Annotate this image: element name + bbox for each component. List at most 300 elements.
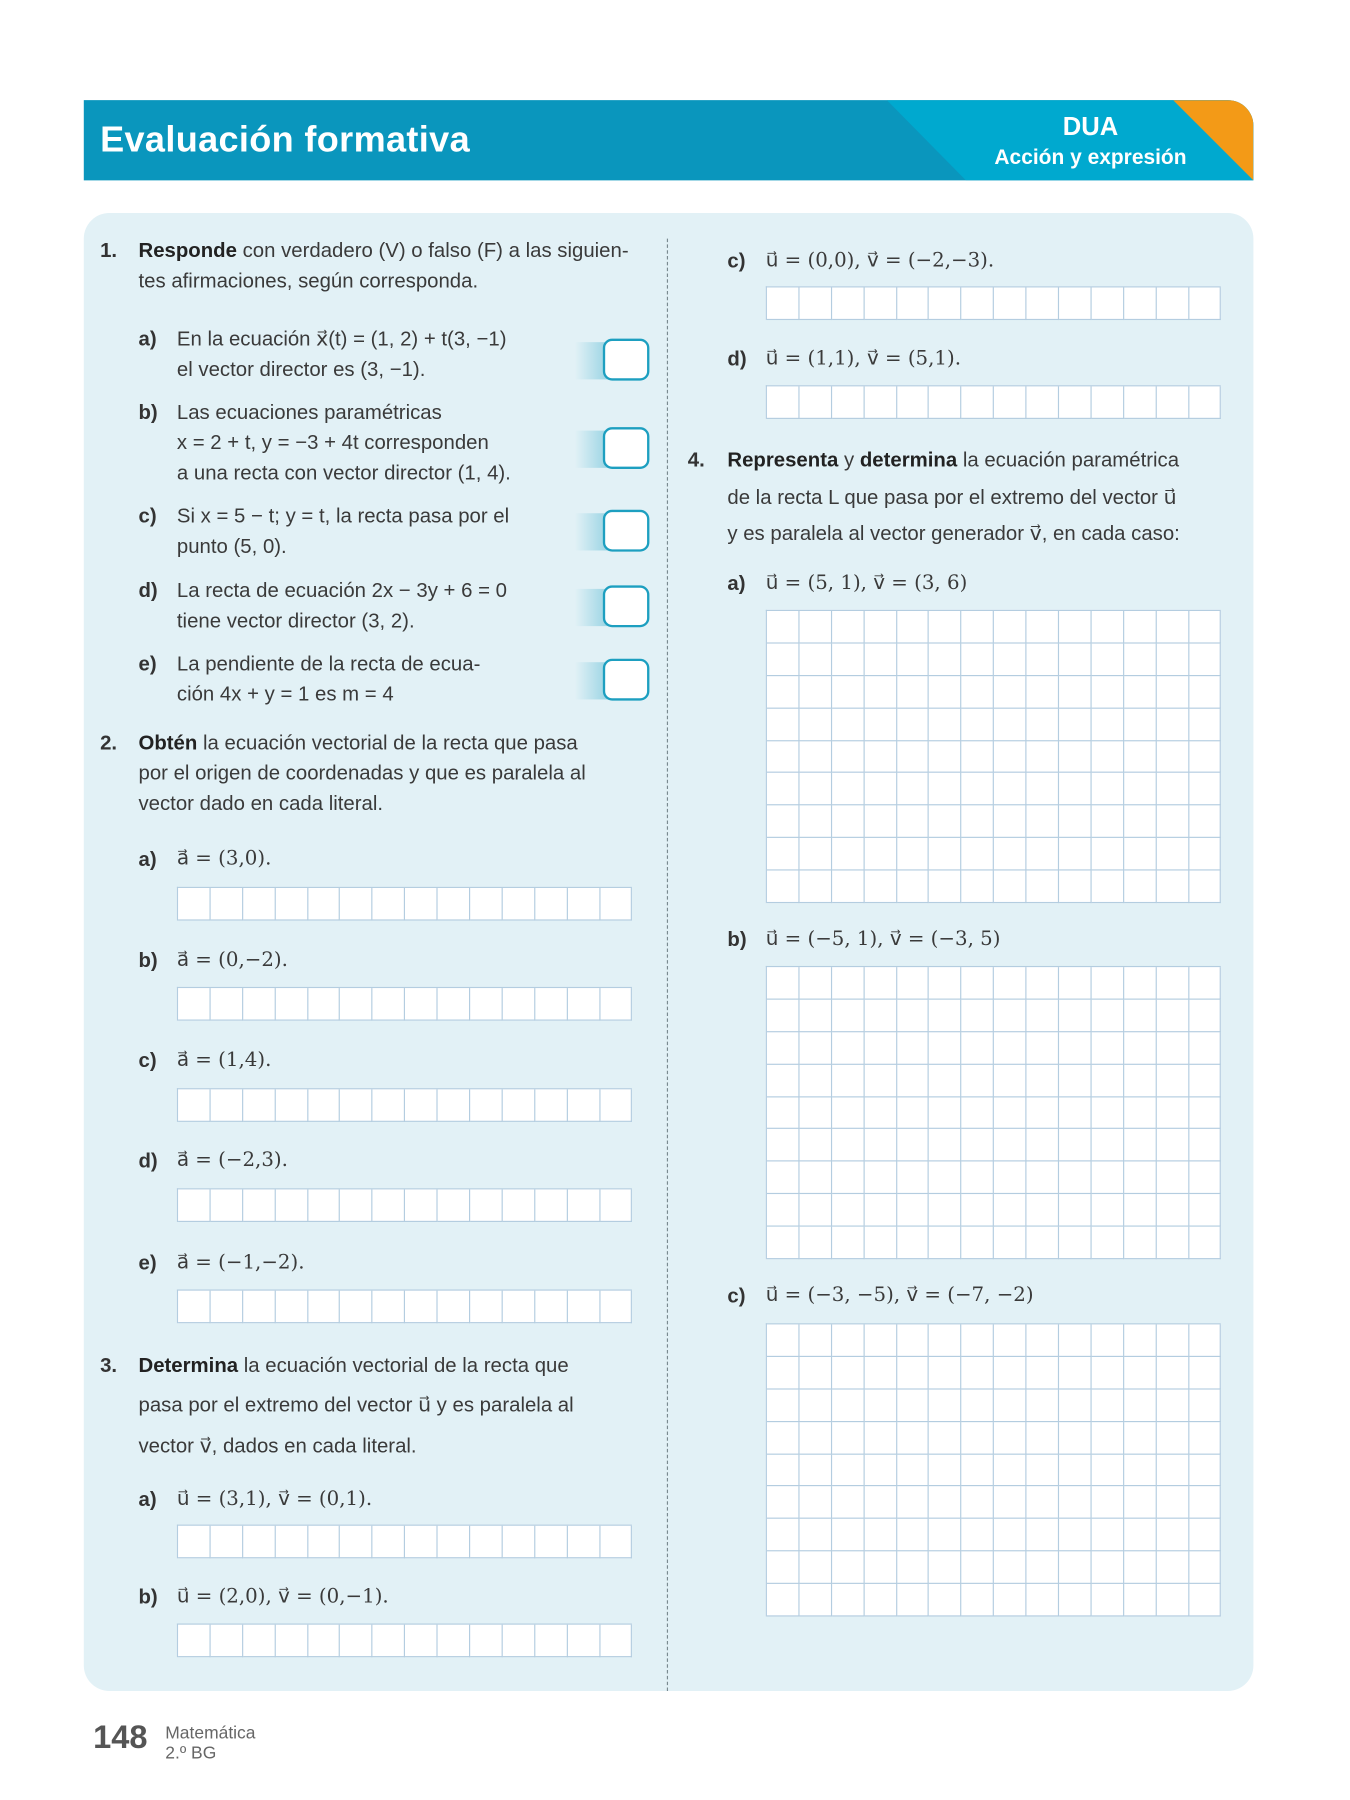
grid-cell[interactable] [1092, 386, 1124, 418]
grid-cell[interactable] [1027, 806, 1059, 838]
grid-cell[interactable] [178, 1526, 210, 1558]
grid-cell[interactable] [178, 1189, 210, 1221]
grid-cell[interactable] [405, 988, 437, 1020]
grid-cell[interactable] [1059, 871, 1091, 903]
grid-cell[interactable] [1092, 1519, 1124, 1551]
grid-cell[interactable] [832, 1584, 864, 1616]
grid-cell[interactable] [864, 1324, 896, 1356]
grid-cell[interactable] [1027, 1519, 1059, 1551]
grid-cell[interactable] [897, 708, 929, 740]
answer-grid[interactable] [177, 887, 633, 921]
grid-cell[interactable] [994, 1487, 1026, 1519]
grid-cell[interactable] [1189, 806, 1221, 838]
grid-cell[interactable] [568, 1189, 600, 1221]
grid-cell[interactable] [962, 1097, 994, 1129]
grid-cell[interactable] [1156, 1227, 1188, 1259]
grid-cell[interactable] [1124, 773, 1156, 805]
grid-cell[interactable] [1092, 1552, 1124, 1584]
grid-cell[interactable] [1189, 1032, 1221, 1064]
grid-cell[interactable] [405, 1526, 437, 1558]
grid-cell[interactable] [799, 871, 831, 903]
grid-cell[interactable] [1189, 1097, 1221, 1129]
grid-cell[interactable] [1189, 741, 1221, 773]
grid-cell[interactable] [1027, 1194, 1059, 1226]
grid-cell[interactable] [962, 1162, 994, 1194]
grid-cell[interactable] [832, 871, 864, 903]
grid-cell[interactable] [799, 838, 831, 870]
grid-cell[interactable] [1124, 1032, 1156, 1064]
grid-cell[interactable] [211, 1089, 243, 1121]
grid-cell[interactable] [438, 1526, 470, 1558]
grid-cell[interactable] [1156, 806, 1188, 838]
grid-cell[interactable] [1059, 1129, 1091, 1161]
grid-cell[interactable] [211, 888, 243, 920]
grid-cell[interactable] [1189, 1162, 1221, 1194]
grid-cell[interactable] [1189, 1454, 1221, 1486]
grid-cell[interactable] [897, 838, 929, 870]
grid-cell[interactable] [1156, 708, 1188, 740]
grid-cell[interactable] [994, 611, 1026, 643]
grid-cell[interactable] [962, 1357, 994, 1389]
grid-cell[interactable] [832, 1454, 864, 1486]
grid-cell[interactable] [962, 1584, 994, 1616]
grid-cell[interactable] [799, 1097, 831, 1129]
grid-cell[interactable] [308, 1625, 340, 1657]
grid-cell[interactable] [1189, 1422, 1221, 1454]
grid-cell[interactable] [1059, 287, 1091, 319]
grid-cell[interactable] [799, 1162, 831, 1194]
grid-cell[interactable] [1189, 838, 1221, 870]
grid-cell[interactable] [832, 1032, 864, 1064]
grid-cell[interactable] [929, 871, 961, 903]
grid-cell[interactable] [864, 287, 896, 319]
grid-cell[interactable] [1027, 1032, 1059, 1064]
grid-cell[interactable] [1124, 1584, 1156, 1616]
grid-cell[interactable] [1124, 611, 1156, 643]
grid-cell[interactable] [1156, 838, 1188, 870]
grid-cell[interactable] [962, 287, 994, 319]
grid-cell[interactable] [799, 1000, 831, 1032]
grid-cell[interactable] [897, 1162, 929, 1194]
grid-cell[interactable] [470, 1089, 502, 1121]
grid-cell[interactable] [1092, 1000, 1124, 1032]
grid-cell[interactable] [994, 643, 1026, 675]
grid-cell[interactable] [1027, 967, 1059, 999]
grid-cell[interactable] [373, 1089, 405, 1121]
grid-cell[interactable] [1059, 611, 1091, 643]
grid-cell[interactable] [535, 1291, 567, 1323]
grid-cell[interactable] [962, 708, 994, 740]
grid-cell[interactable] [1124, 1194, 1156, 1226]
grid-cell[interactable] [994, 1552, 1026, 1584]
grid-cell[interactable] [1027, 1227, 1059, 1259]
grid-cell[interactable] [864, 1389, 896, 1421]
grid-cell[interactable] [832, 708, 864, 740]
grid-cell[interactable] [767, 1227, 799, 1259]
grid-cell[interactable] [767, 1064, 799, 1096]
grid-cell[interactable] [1092, 1422, 1124, 1454]
grid-cell[interactable] [1027, 1162, 1059, 1194]
grid-cell[interactable] [1027, 1389, 1059, 1421]
grid-cell[interactable] [1156, 1487, 1188, 1519]
grid-cell[interactable] [962, 1422, 994, 1454]
grid-cell[interactable] [470, 988, 502, 1020]
grid-cell[interactable] [897, 1064, 929, 1096]
grid-cell[interactable] [308, 1189, 340, 1221]
grid-cell[interactable] [799, 1194, 831, 1226]
grid-cell[interactable] [373, 1526, 405, 1558]
grid-cell[interactable] [897, 773, 929, 805]
grid-cell[interactable] [767, 1357, 799, 1389]
grid-cell[interactable] [929, 741, 961, 773]
grid-cell[interactable] [929, 1064, 961, 1096]
grid-cell[interactable] [1124, 1487, 1156, 1519]
answer-grid[interactable] [177, 1088, 633, 1122]
grid-cell[interactable] [1189, 1519, 1221, 1551]
grid-cell[interactable] [767, 1194, 799, 1226]
grid-cell[interactable] [832, 967, 864, 999]
grid-cell[interactable] [405, 1089, 437, 1121]
grid-cell[interactable] [1189, 967, 1221, 999]
grid-cell[interactable] [1092, 967, 1124, 999]
grid-cell[interactable] [767, 1422, 799, 1454]
grid-cell[interactable] [864, 643, 896, 675]
grid-cell[interactable] [1092, 773, 1124, 805]
grid-cell[interactable] [470, 888, 502, 920]
grid-cell[interactable] [1059, 773, 1091, 805]
grid-cell[interactable] [1124, 1357, 1156, 1389]
grid-cell[interactable] [799, 806, 831, 838]
grid-cell[interactable] [897, 1519, 929, 1551]
grid-cell[interactable] [1156, 1032, 1188, 1064]
grid-cell[interactable] [799, 287, 831, 319]
grid-cell[interactable] [767, 287, 799, 319]
grid-cell[interactable] [832, 806, 864, 838]
grid-cell[interactable] [832, 1324, 864, 1356]
answer-checkbox[interactable] [603, 510, 650, 552]
grid-cell[interactable] [929, 643, 961, 675]
grid-cell[interactable] [767, 708, 799, 740]
grid-cell[interactable] [1124, 676, 1156, 708]
grid-cell[interactable] [929, 773, 961, 805]
grid-cell[interactable] [994, 1454, 1026, 1486]
grid-cell[interactable] [929, 838, 961, 870]
grid-cell[interactable] [832, 386, 864, 418]
grid-cell[interactable] [994, 1227, 1026, 1259]
grid-cell[interactable] [211, 1625, 243, 1657]
grid-cell[interactable] [864, 871, 896, 903]
grid-cell[interactable] [1027, 838, 1059, 870]
answer-grid[interactable] [766, 385, 1222, 419]
grid-cell[interactable] [503, 888, 535, 920]
grid-cell[interactable] [1027, 287, 1059, 319]
grid-cell[interactable] [767, 676, 799, 708]
grid-cell[interactable] [864, 773, 896, 805]
grid-cell[interactable] [897, 1000, 929, 1032]
grid-cell[interactable] [897, 1552, 929, 1584]
grid-cell[interactable] [1189, 676, 1221, 708]
grid-cell[interactable] [799, 676, 831, 708]
grid-cell[interactable] [1189, 1552, 1221, 1584]
grid-cell[interactable] [405, 1625, 437, 1657]
grid-cell[interactable] [1027, 1552, 1059, 1584]
grid-cell[interactable] [799, 611, 831, 643]
grid-cell[interactable] [1027, 1064, 1059, 1096]
grid-cell[interactable] [897, 1129, 929, 1161]
grid-cell[interactable] [1156, 1097, 1188, 1129]
grid-cell[interactable] [767, 1097, 799, 1129]
grid-cell[interactable] [1124, 1000, 1156, 1032]
grid-cell[interactable] [1156, 1584, 1188, 1616]
grid-cell[interactable] [767, 741, 799, 773]
grid-cell[interactable] [799, 1032, 831, 1064]
grid-cell[interactable] [1059, 1357, 1091, 1389]
grid-cell[interactable] [1059, 1000, 1091, 1032]
grid-cell[interactable] [929, 1552, 961, 1584]
grid-cell[interactable] [568, 1526, 600, 1558]
grid-cell[interactable] [799, 1454, 831, 1486]
grid-cell[interactable] [897, 871, 929, 903]
grid-cell[interactable] [568, 1291, 600, 1323]
grid-cell[interactable] [994, 773, 1026, 805]
grid-cell[interactable] [535, 888, 567, 920]
grid-cell[interactable] [832, 838, 864, 870]
grid-cell[interactable] [340, 1625, 372, 1657]
grid-cell[interactable] [994, 1422, 1026, 1454]
grid-cell[interactable] [1027, 773, 1059, 805]
grid-cell[interactable] [799, 1324, 831, 1356]
grid-cell[interactable] [799, 1227, 831, 1259]
grid-cell[interactable] [767, 1584, 799, 1616]
grid-cell[interactable] [994, 1000, 1026, 1032]
grid-cell[interactable] [308, 988, 340, 1020]
grid-cell[interactable] [373, 1291, 405, 1323]
grid-cell[interactable] [340, 1526, 372, 1558]
grid-cell[interactable] [864, 1000, 896, 1032]
grid-cell[interactable] [1124, 1454, 1156, 1486]
grid-cell[interactable] [897, 676, 929, 708]
grid-cell[interactable] [1124, 1129, 1156, 1161]
graph-grid[interactable] [766, 1323, 1222, 1616]
grid-cell[interactable] [1059, 1552, 1091, 1584]
grid-cell[interactable] [864, 1194, 896, 1226]
grid-cell[interactable] [864, 1097, 896, 1129]
grid-cell[interactable] [1092, 1389, 1124, 1421]
grid-cell[interactable] [1059, 1064, 1091, 1096]
grid-cell[interactable] [275, 1189, 307, 1221]
grid-cell[interactable] [178, 1625, 210, 1657]
grid-cell[interactable] [929, 1129, 961, 1161]
grid-cell[interactable] [962, 1064, 994, 1096]
grid-cell[interactable] [1156, 1357, 1188, 1389]
grid-cell[interactable] [897, 1389, 929, 1421]
grid-cell[interactable] [994, 1064, 1026, 1096]
grid-cell[interactable] [929, 611, 961, 643]
grid-cell[interactable] [929, 386, 961, 418]
grid-cell[interactable] [1156, 1064, 1188, 1096]
grid-cell[interactable] [864, 1584, 896, 1616]
grid-cell[interactable] [1092, 708, 1124, 740]
grid-cell[interactable] [405, 1189, 437, 1221]
grid-cell[interactable] [1124, 806, 1156, 838]
grid-cell[interactable] [178, 1291, 210, 1323]
grid-cell[interactable] [767, 1454, 799, 1486]
grid-cell[interactable] [1189, 1584, 1221, 1616]
grid-cell[interactable] [832, 1129, 864, 1161]
grid-cell[interactable] [275, 1625, 307, 1657]
grid-cell[interactable] [1189, 1324, 1221, 1356]
grid-cell[interactable] [994, 708, 1026, 740]
grid-cell[interactable] [799, 967, 831, 999]
grid-cell[interactable] [373, 988, 405, 1020]
grid-cell[interactable] [1092, 1227, 1124, 1259]
grid-cell[interactable] [864, 1357, 896, 1389]
grid-cell[interactable] [178, 988, 210, 1020]
grid-cell[interactable] [600, 1526, 632, 1558]
grid-cell[interactable] [897, 806, 929, 838]
grid-cell[interactable] [1124, 1064, 1156, 1096]
grid-cell[interactable] [767, 1324, 799, 1356]
grid-cell[interactable] [308, 888, 340, 920]
grid-cell[interactable] [1027, 1324, 1059, 1356]
grid-cell[interactable] [600, 1189, 632, 1221]
grid-cell[interactable] [864, 611, 896, 643]
grid-cell[interactable] [1027, 1584, 1059, 1616]
grid-cell[interactable] [929, 967, 961, 999]
grid-cell[interactable] [832, 1389, 864, 1421]
grid-cell[interactable] [1124, 838, 1156, 870]
answer-checkbox[interactable] [603, 339, 650, 381]
grid-cell[interactable] [1124, 1324, 1156, 1356]
grid-cell[interactable] [767, 1032, 799, 1064]
grid-cell[interactable] [1124, 1519, 1156, 1551]
grid-cell[interactable] [767, 386, 799, 418]
grid-cell[interactable] [994, 1519, 1026, 1551]
grid-cell[interactable] [1059, 1519, 1091, 1551]
grid-cell[interactable] [438, 888, 470, 920]
grid-cell[interactable] [962, 1129, 994, 1161]
grid-cell[interactable] [373, 888, 405, 920]
grid-cell[interactable] [178, 888, 210, 920]
grid-cell[interactable] [1156, 1389, 1188, 1421]
grid-cell[interactable] [340, 1089, 372, 1121]
grid-cell[interactable] [767, 643, 799, 675]
answer-grid[interactable] [177, 1525, 633, 1559]
grid-cell[interactable] [1189, 1357, 1221, 1389]
true-false-answer-box[interactable] [575, 510, 649, 552]
grid-cell[interactable] [962, 1032, 994, 1064]
grid-cell[interactable] [897, 1227, 929, 1259]
grid-cell[interactable] [1092, 1357, 1124, 1389]
grid-cell[interactable] [1092, 1129, 1124, 1161]
grid-cell[interactable] [767, 806, 799, 838]
grid-cell[interactable] [1092, 1454, 1124, 1486]
grid-cell[interactable] [340, 888, 372, 920]
grid-cell[interactable] [1124, 871, 1156, 903]
grid-cell[interactable] [503, 988, 535, 1020]
grid-cell[interactable] [1124, 1389, 1156, 1421]
grid-cell[interactable] [1059, 1324, 1091, 1356]
grid-cell[interactable] [1189, 1000, 1221, 1032]
grid-cell[interactable] [1027, 386, 1059, 418]
grid-cell[interactable] [1156, 1519, 1188, 1551]
grid-cell[interactable] [864, 967, 896, 999]
grid-cell[interactable] [799, 1357, 831, 1389]
grid-cell[interactable] [1092, 287, 1124, 319]
grid-cell[interactable] [438, 988, 470, 1020]
grid-cell[interactable] [275, 1526, 307, 1558]
grid-cell[interactable] [470, 1291, 502, 1323]
grid-cell[interactable] [832, 1487, 864, 1519]
grid-cell[interactable] [243, 888, 275, 920]
grid-cell[interactable] [1156, 967, 1188, 999]
grid-cell[interactable] [962, 838, 994, 870]
grid-cell[interactable] [994, 967, 1026, 999]
true-false-answer-box[interactable] [575, 585, 649, 627]
grid-cell[interactable] [1124, 1552, 1156, 1584]
grid-cell[interactable] [1027, 708, 1059, 740]
grid-cell[interactable] [1027, 1129, 1059, 1161]
grid-cell[interactable] [243, 988, 275, 1020]
grid-cell[interactable] [799, 1487, 831, 1519]
grid-cell[interactable] [832, 1162, 864, 1194]
grid-cell[interactable] [308, 1291, 340, 1323]
true-false-answer-box[interactable] [575, 659, 649, 701]
grid-cell[interactable] [470, 1189, 502, 1221]
grid-cell[interactable] [373, 1189, 405, 1221]
grid-cell[interactable] [929, 1389, 961, 1421]
grid-cell[interactable] [832, 1227, 864, 1259]
grid-cell[interactable] [1059, 676, 1091, 708]
grid-cell[interactable] [211, 1189, 243, 1221]
grid-cell[interactable] [1059, 806, 1091, 838]
grid-cell[interactable] [1156, 643, 1188, 675]
grid-cell[interactable] [308, 1089, 340, 1121]
grid-cell[interactable] [929, 1324, 961, 1356]
grid-cell[interactable] [864, 838, 896, 870]
grid-cell[interactable] [897, 1032, 929, 1064]
grid-cell[interactable] [962, 1552, 994, 1584]
grid-cell[interactable] [438, 1291, 470, 1323]
answer-checkbox[interactable] [603, 585, 650, 627]
grid-cell[interactable] [897, 287, 929, 319]
grid-cell[interactable] [832, 1519, 864, 1551]
grid-cell[interactable] [1156, 741, 1188, 773]
grid-cell[interactable] [1092, 1064, 1124, 1096]
grid-cell[interactable] [1027, 611, 1059, 643]
grid-cell[interactable] [1059, 386, 1091, 418]
grid-cell[interactable] [962, 611, 994, 643]
grid-cell[interactable] [767, 838, 799, 870]
grid-cell[interactable] [1092, 1194, 1124, 1226]
grid-cell[interactable] [962, 741, 994, 773]
grid-cell[interactable] [897, 386, 929, 418]
grid-cell[interactable] [767, 1389, 799, 1421]
grid-cell[interactable] [864, 708, 896, 740]
grid-cell[interactable] [1092, 1032, 1124, 1064]
grid-cell[interactable] [1027, 741, 1059, 773]
grid-cell[interactable] [832, 676, 864, 708]
grid-cell[interactable] [308, 1526, 340, 1558]
grid-cell[interactable] [243, 1189, 275, 1221]
grid-cell[interactable] [962, 967, 994, 999]
graph-grid[interactable] [766, 966, 1222, 1259]
grid-cell[interactable] [994, 1194, 1026, 1226]
grid-cell[interactable] [994, 741, 1026, 773]
grid-cell[interactable] [864, 1487, 896, 1519]
grid-cell[interactable] [929, 1357, 961, 1389]
grid-cell[interactable] [1092, 1162, 1124, 1194]
